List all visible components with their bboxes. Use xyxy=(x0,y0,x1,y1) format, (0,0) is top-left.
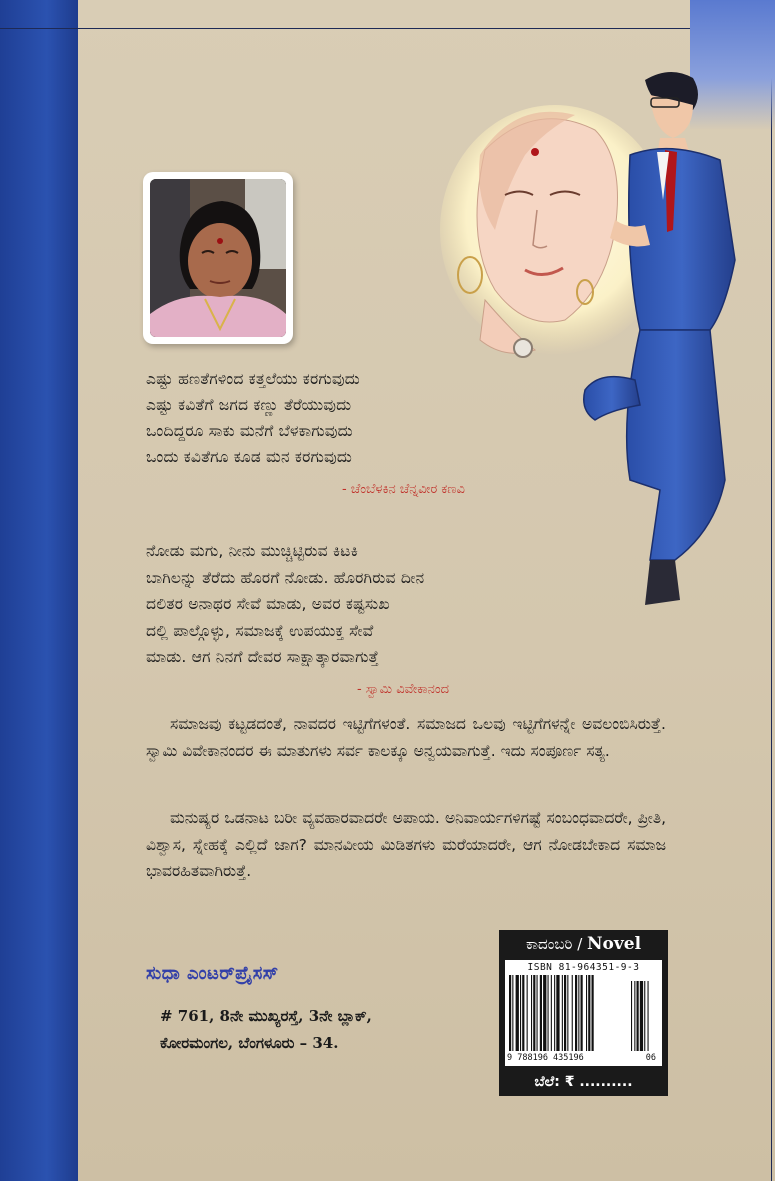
barcode-digits-left: 9 788196 435196 xyxy=(507,1053,584,1063)
author-photo-frame xyxy=(143,172,293,344)
author-photo xyxy=(150,179,286,337)
barcode-digits xyxy=(507,1053,660,1063)
body-paragraph: ಮನುಷ್ಯರ ಒಡನಾಟ ಬರೀ ವ್ಯವಹಾರವಾದರೇ ಅಪಾಯ. ಅನಿವಾರ್ಯಗಳಿಗಷ್ಟೆ ಸಂಬಂಧವಾದರೇ, ಪ್ರೀತಿ, ವಿಶ್ವಾಸ, ಸ್ನೇಹಕ್ಕೆ ಎಲ್ಲಿದೆ ಜಾಗ? ಮಾನವೀಯ ಮಿಡಿತಗಳು ಮರೆಯಾದರೇ, ಆಗ ನೋಡಬೇಕಾದ ಸಮಾಜ ಭಾವರಹಿತವಾಗಿರುತ್ತೆ. xyxy=(146,809,666,880)
cover-illustration xyxy=(425,60,775,620)
body-paragraph: ಸಮಾಜವು ಕಟ್ಟಡದಂತೆ, ನಾವದರ ಇಟ್ಟಿಗೆಗಳಂತೆ. ಸಮಾಜದ ಒಲವು ಇಟ್ಟಿಗೆಗಳನ್ನೇ ಅವಲಂಬಿಸಿರುತ್ತೆ. ಸ್ವಾಮಿ ವಿವೇಕಾನಂದರ ಈ ಮಾತುಗಳು ಸರ್ವ ಕಾಲಕ್ಕೂ ಅನ್ವಯವಾಗುತ್ತೆ. ಇದು ಸಂಪೂರ್ಣ ಸತ್ಯ. xyxy=(146,715,666,760)
quote-line: ದಲ್ಲಿ ಪಾಲ್ಗೊಳ್ಳು, ಸಮಾಜಕ್ಕೆ ಉಪಯುಕ್ತ ಸೇವೆ xyxy=(146,621,374,640)
quote-block xyxy=(146,538,586,671)
price-label: ಬೆಲೆ: ₹ .......... xyxy=(534,1074,633,1090)
barcode-area xyxy=(505,960,662,1066)
barcode-bars xyxy=(509,975,658,1051)
genre-label xyxy=(499,930,668,958)
barcode-box xyxy=(499,930,668,1096)
isbn-text: ISBN 81-964351-9-3 xyxy=(527,962,640,973)
quote-line: ಮಾಡು. ಆಗ ನಿನಗೆ ದೇವರ ಸಾಕ್ಷಾತ್ಕಾರವಾಗುತ್ತೆ xyxy=(146,648,379,666)
poem-attribution: - ಚೆಂಬೆಳಕಿನ ಚೆನ್ನವೀರ ಕಣವಿ xyxy=(342,482,465,497)
address-line: # 761, 8ನೇ ಮುಖ್ಯರಸ್ತೆ, 3ನೇ ಬ್ಲಾಕ್, xyxy=(160,1007,372,1025)
quote-line: ದಲಿತರ ಅನಾಥರ ಸೇವೆ ಮಾಡು, ಅವರ ಕಷ್ಟಸುಖ xyxy=(146,595,390,613)
genre-separator: / xyxy=(572,935,588,953)
frame-line-top xyxy=(0,28,775,29)
publisher-name: ಸುಧಾ ಎಂಟರ್‌ಪ್ರೈಸಸ್ xyxy=(146,963,279,984)
poem-block xyxy=(146,366,566,470)
publisher-address xyxy=(160,1003,372,1057)
genre-english: Novel xyxy=(587,934,642,954)
cover-spine-band xyxy=(0,0,78,1181)
poem-line: ಎಷ್ಟು ಹಣತೆಗಳಿಂದ ಕತ್ತಲೆಯು ಕರಗುವುದು xyxy=(146,370,360,388)
quote-line: ಬಾಗಿಲನ್ನು ತೆರೆದು ಹೊರಗೆ ನೋಡು. ಹೊರಗಿರುವ ದೀನ xyxy=(146,568,425,587)
quote-attribution: - ಸ್ವಾಮಿ ವಿವೇಕಾನಂದ xyxy=(357,682,450,697)
poem-line: ಎಷ್ಟು ಕವಿತೆಗೆ ಜಗದ ಕಣ್ಣು ತೆರೆಯುವುದು xyxy=(146,396,352,414)
poem-line: ಒಂದು ಕವಿತೆಗೂ ಕೂಡ ಮನ ಕರಗುವುದು xyxy=(146,448,352,466)
address-line: ಕೋರಮಂಗಲ, ಬೆಂಗಳೂರು – 34. xyxy=(160,1034,339,1052)
poem-line: ಒಂದಿದ್ದರೂ ಸಾಕು ಮನೆಗೆ ಬೆಳಕಾಗುವುದು xyxy=(146,422,353,440)
barcode-digits-right: 06 xyxy=(645,1053,656,1063)
quote-line: ನೋಡು ಮಗು, ನೀನು ಮುಚ್ಚಿಟ್ಟಿರುವ ಕಿಟಕಿ xyxy=(146,542,359,560)
genre-kannada: ಕಾದಂಬರಿ xyxy=(525,935,573,953)
